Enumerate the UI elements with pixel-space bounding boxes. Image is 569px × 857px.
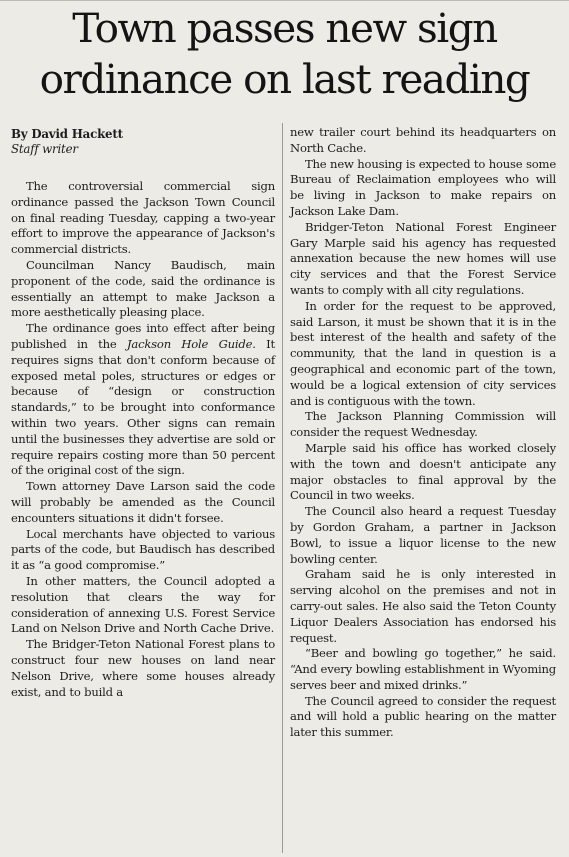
headline-line-1: Town passes new sign xyxy=(72,4,497,52)
byline-author: By David Hackett xyxy=(11,127,123,141)
paragraph: In other matters, the Council adopted a resolution that clears the way for consideration of annexing U.S. Forest Service Land on Nelson Drive and North Cache Drive. xyxy=(11,573,275,636)
publication-name: Jackson Hole Guide. xyxy=(126,336,256,351)
paragraph: The Jackson Planning Commission will consider the request Wednesday. xyxy=(290,409,556,440)
paragraph-text: The ordinance goes into effect after being published in the xyxy=(11,321,275,351)
paragraph: Local merchants have objected to various parts of the code, but Baudisch has described it as “a good compromise.” xyxy=(11,526,275,573)
paragraph: The controversial commercial sign ordinance passed the Jackson Town Council on final reading Tuesday, capping a two-year effort to improve the appearance of Jackson's commercial districts. xyxy=(11,179,275,257)
paragraph-continued: new trailer court behind its headquarters on North Cache. xyxy=(290,125,556,155)
paragraph: The new housing is expected to house some Bureau of Reclaimation employees who will be living in Jackson to make repairs on Jackson Lake Dam. xyxy=(290,156,556,218)
byline-role: Staff writer xyxy=(11,142,78,156)
column-divider xyxy=(282,123,283,853)
paragraph: The Bridger-Teton National Forest plans to construct four new houses on land near Nelson Drive, where some houses already exist, and to build a xyxy=(11,637,275,699)
paragraph: Graham said he is only interested in serving alcohol on the premises and not in carry-out sales. He also said the Teton County Liquor Dealers Association has endorsed his request. xyxy=(290,567,556,645)
paragraph: In order for the request to be approved, said Larson, it must be shown that it is in the best interest of the health and safety of the community, that the land in question is a geographical and economic part of the town, would be a logical extension of city services and is contiguous with the town. xyxy=(290,298,556,408)
headline-line-2: ordinance on last reading xyxy=(39,55,530,103)
paragraph-text: It requires signs that don't conform because of exposed metal poles, structures or edges or because of “design or construction standards,” to be brought into conformance within two years. Other signs can remain until the businesses they advertise are sold or require repairs costing more than 50 percent of the original cost of the sign. xyxy=(11,336,276,478)
paragraph: The Council also heard a request Tuesday by Gordon Graham, a partner in Jackson Bowl, to issue a liquor license to the new bowling center. xyxy=(290,504,556,566)
paragraph: Town attorney Dave Larson said the code will probably be amended as the Council encounters situations it didn't forsee. xyxy=(11,479,275,525)
left-column xyxy=(11,127,275,700)
paragraph: Councilman Nancy Baudisch, main proponent of the code, said the ordinance is essentially an attempt to make Jackson a more aesthetically pleasing place. xyxy=(11,257,275,320)
paragraph: Marple said his office has worked closely with the town and doesn't anticipate any major obstacles to final approval by the Council in two weeks. xyxy=(290,440,556,503)
paragraph: “Beer and bowling go together,” he said. “And every bowling establishment in Wyoming serves beer and mixed drinks.” xyxy=(290,646,556,692)
article-body xyxy=(0,123,569,853)
paragraph: Bridger-Teton National Forest Engineer Gary Marple said his agency has requested annexation because the new homes will use city services and that the Forest Service wants to comply with all city regulations. xyxy=(290,219,556,297)
headline xyxy=(0,1,569,105)
paragraph xyxy=(11,321,275,479)
right-column xyxy=(290,125,556,741)
paragraph: The Council agreed to consider the request and will hold a public hearing on the matter later this summer. xyxy=(290,693,556,740)
